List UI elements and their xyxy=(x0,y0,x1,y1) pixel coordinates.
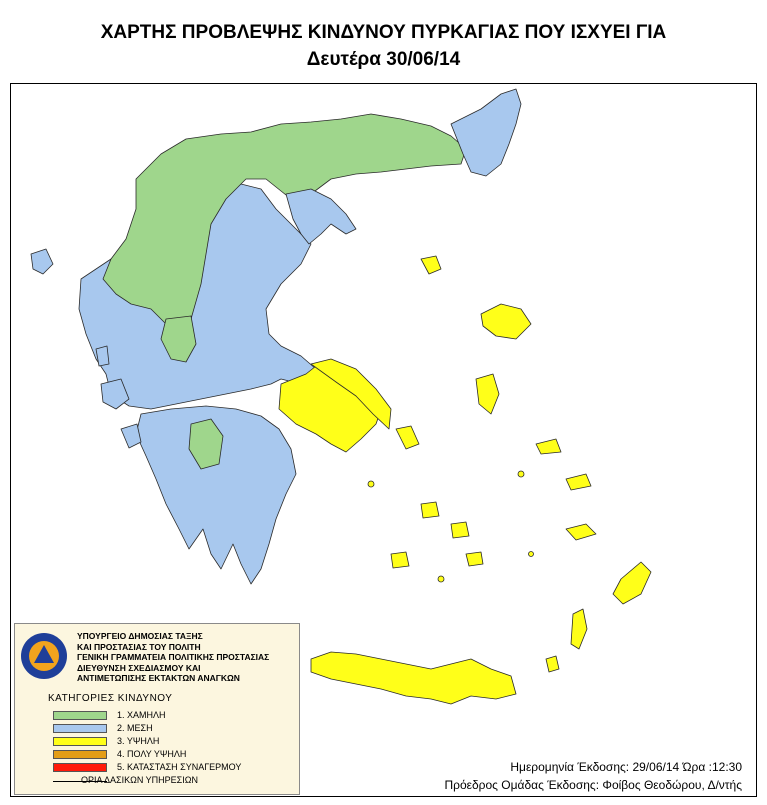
legend-label: 3. ΥΨΗΛΗ xyxy=(117,736,160,746)
civil-protection-logo xyxy=(20,632,68,680)
island-chania-small xyxy=(546,656,559,672)
island-dot xyxy=(529,552,534,557)
legend-swatch xyxy=(53,763,107,772)
island-dot xyxy=(438,576,444,582)
island-rhodes xyxy=(613,562,651,604)
island-crete xyxy=(311,652,516,704)
island-lesvos xyxy=(481,304,531,339)
categories-title: ΚΑΤΗΓΟΡΙΕΣ ΚΙΝΔΥΝΟΥ xyxy=(48,693,173,704)
island-samos xyxy=(566,474,591,490)
legend-swatch xyxy=(53,724,107,733)
island-cyclades-3 xyxy=(391,552,409,568)
ministry-line: ΑΝΤΙΜΕΤΩΠΙΣΗΣ ΕΚΤΑΚΤΩΝ ΑΝΑΓΚΩΝ xyxy=(77,673,240,683)
island-cyclades-1 xyxy=(421,502,439,518)
legend-box xyxy=(14,623,300,795)
island-dot xyxy=(368,481,374,487)
ministry-text xyxy=(77,631,269,684)
island-karpathos xyxy=(571,609,587,649)
legend-swatch xyxy=(53,737,107,746)
legend-label: 1. ΧΑΜΗΛΗ xyxy=(117,710,166,720)
island-cyclades-4 xyxy=(466,552,483,566)
island-corfu xyxy=(31,249,53,274)
legend-label: 5. ΚΑΤΑΣΤΑΣΗ ΣΥΝΑΓΕΡΜΟΥ xyxy=(117,762,242,772)
island-kos xyxy=(566,524,596,540)
issue-author: Πρόεδρος Ομάδας Έκδοσης: Φοίβος Θεοδώρου, Δ/ντής xyxy=(444,778,742,792)
legend-label: 4. ΠΟΛΥ ΥΨΗΛΗ xyxy=(117,749,187,759)
island-skyros xyxy=(396,426,419,449)
forest-border-label: ΟΡΙΑ ΔΑΣΙΚΩΝ ΥΠΗΡΕΣΙΩΝ xyxy=(81,775,198,785)
legend-label: 2. ΜΕΣΗ xyxy=(117,723,153,733)
island-lefkada xyxy=(96,346,109,366)
ministry-line: ΚΑΙ ΠΡΟΣΤΑΣΙΑΣ ΤΟΥ ΠΟΛΙΤΗ xyxy=(77,641,201,652)
island-zakynthos xyxy=(121,424,141,448)
island-ikaria xyxy=(536,439,561,454)
legend-swatch xyxy=(53,750,107,759)
island-cyclades-2 xyxy=(451,522,469,538)
island-chios xyxy=(476,374,499,414)
legend-swatch xyxy=(53,711,107,720)
map-frame xyxy=(10,83,757,797)
map-date: Δευτέρα 30/06/14 xyxy=(306,49,461,70)
map-title: ΧΑΡΤΗΣ ΠΡΟΒΛΕΨΗΣ ΚΙΝΔΥΝΟΥ ΠΥΡΚΑΓΙΑΣ ΠΟΥ ΙΣΧΥΕΙ ΓΙΑ xyxy=(100,22,667,43)
issue-date: Ημερομηνία Έκδοσης: 29/06/14 Ώρα :12:30 xyxy=(510,760,742,774)
ministry-line: ΔΙΕΥΘΥΝΣΗ ΣΧΕΔΙΑΣΜΟΥ ΚΑΙ xyxy=(77,662,201,673)
ministry-line: ΓΕΝΙΚΗ ΓΡΑΜΜΑΤΕΙΑ ΠΟΛΙΤΙΚΗΣ ΠΡΟΣΤΑΣΙΑΣ xyxy=(77,652,270,662)
ministry-line: ΥΠΟΥΡΓΕΙΟ ΔΗΜΟΣΙΑΣ ΤΑΞΗΣ xyxy=(77,631,203,641)
island-dot xyxy=(518,471,524,477)
island-lemnos xyxy=(421,256,441,274)
